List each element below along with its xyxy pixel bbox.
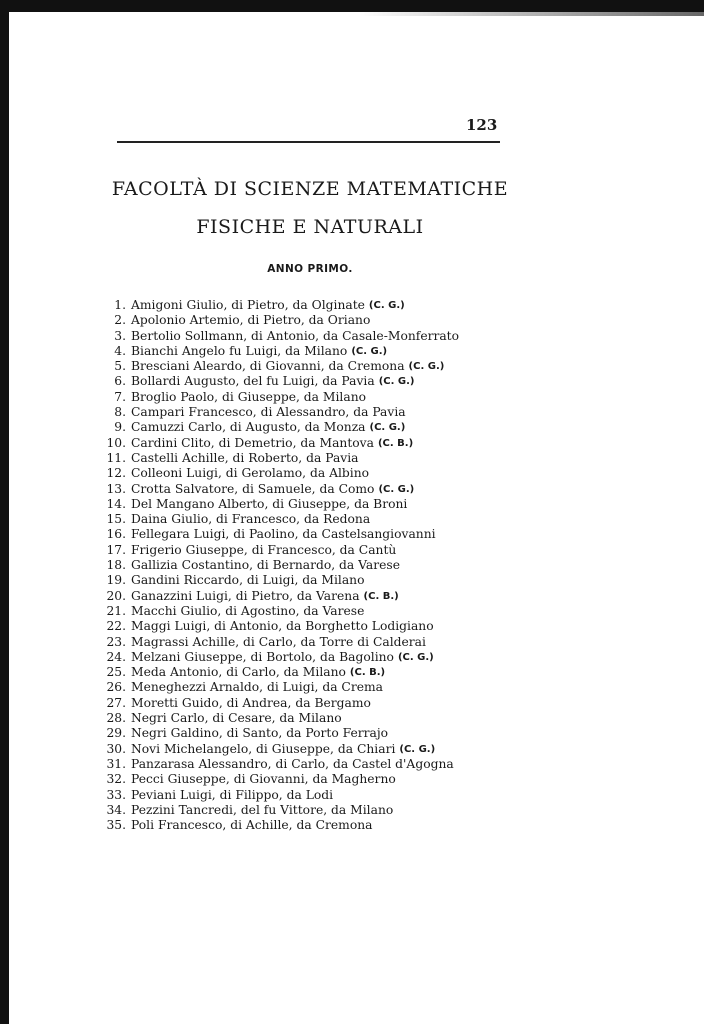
entry-text: Gandini Riccardo, di Luigi, da Milano	[131, 573, 365, 588]
entry-text: Gallizia Costantino, di Bernardo, da Varese	[131, 558, 401, 573]
entry-number: 11.	[106, 450, 126, 465]
entry-number: 10.	[106, 435, 126, 450]
entry-text: Crotta Salvatore, di Samuele, da Como	[131, 481, 375, 496]
entry-text: Poli Francesco, di Achille, da Cremona	[131, 818, 373, 833]
entry-number: 17.	[106, 542, 126, 557]
list-item	[100, 558, 459, 573]
list-item	[100, 420, 459, 435]
entry-number: 9.	[114, 420, 126, 435]
list-item	[100, 803, 459, 818]
entry-text: Novi Michelangelo, di Giuseppe, da Chiari	[131, 741, 396, 756]
list-item	[100, 772, 459, 787]
entry-text: Macchi Giulio, di Agostino, da Varese	[131, 603, 365, 618]
entry-text: Del Mangano Alberto, di Giuseppe, da Broni	[131, 496, 408, 511]
list-item	[100, 665, 459, 680]
entry-text: Bianchi Angelo fu Luigi, da Milano	[131, 343, 348, 358]
list-item	[100, 604, 459, 619]
entry-note: (C. G.)	[408, 361, 445, 373]
entry-text: Moretti Guido, di Andrea, da Bergamo	[131, 695, 371, 710]
entry-note: (C. G.)	[369, 422, 406, 434]
entry-number: 16.	[106, 527, 126, 542]
entry-number: 29.	[106, 726, 126, 741]
list-item	[100, 680, 459, 695]
list-item	[100, 543, 459, 558]
section-heading: ANNO PRIMO.	[267, 263, 353, 275]
entry-note: (C. B.)	[349, 667, 386, 679]
entry-text: Castelli Achille, di Roberto, da Pavia	[131, 450, 359, 465]
entry-text: Panzarasa Alessandro, di Carlo, da Castel d'Agogna	[131, 756, 454, 771]
entry-text: Apolonio Artemio, di Pietro, da Oriano	[131, 313, 371, 328]
entry-note: (C. G.)	[399, 743, 436, 755]
list-item	[100, 788, 459, 803]
header-rule	[117, 141, 500, 143]
entry-number: 21.	[106, 603, 126, 618]
list-item	[100, 390, 459, 405]
list-item	[100, 329, 459, 344]
entry-number: 26.	[106, 680, 126, 695]
entry-number: 19.	[106, 573, 126, 588]
list-item	[100, 527, 459, 542]
page-title: FACOLTÀ DI SCIENZE MATEMATICHE	[111, 178, 509, 200]
entry-number: 27.	[106, 695, 126, 710]
entry-number: 13.	[106, 481, 126, 496]
entry-text: Campari Francesco, di Alessandro, da Pavia	[131, 405, 406, 420]
entry-number: 15.	[106, 512, 126, 527]
list-item	[100, 374, 459, 389]
entry-text: Broglio Paolo, di Giuseppe, da Milano	[131, 389, 367, 404]
entry-text: Peviani Luigi, di Filippo, da Lodi	[131, 787, 334, 802]
list-item	[100, 451, 459, 466]
entry-number: 30.	[106, 741, 126, 756]
entry-number: 28.	[106, 711, 126, 726]
entry-number: 2.	[114, 313, 126, 328]
list-item	[100, 619, 459, 634]
list-item	[100, 635, 459, 650]
list-item	[100, 650, 459, 665]
entry-text: Melzani Giuseppe, di Bortolo, da Bagolino	[131, 649, 394, 664]
list-item	[100, 696, 459, 711]
entry-note: (C. G.)	[368, 300, 405, 311]
list-item	[100, 726, 459, 741]
entry-note: (C. B.)	[363, 590, 399, 602]
scan-edge-top	[0, 0, 704, 12]
entry-number: 34.	[106, 802, 126, 817]
page-number: 123	[466, 116, 498, 134]
entry-number: 1.	[114, 298, 126, 312]
entry-text: Pezzini Tancredi, del fu Vittore, da Milano	[131, 802, 394, 817]
list-item	[100, 757, 459, 772]
entry-text: Frigerio Giuseppe, di Francesco, da Cantù	[131, 542, 397, 557]
entry-note: (C. B.)	[377, 437, 414, 449]
list-item	[100, 344, 459, 359]
entry-number: 7.	[114, 389, 126, 404]
entry-number: 25.	[106, 665, 126, 680]
entry-text: Meda Antonio, di Carlo, da Milano	[131, 665, 346, 680]
entry-number: 22.	[106, 619, 126, 634]
entry-number: 18.	[106, 558, 126, 573]
entry-text: Camuzzi Carlo, di Augusto, da Monza	[131, 420, 366, 435]
entry-text: Meneghezzi Arnaldo, di Luigi, da Crema	[131, 680, 383, 695]
entry-number: 35.	[106, 818, 126, 833]
entry-text: Pecci Giuseppe, di Giovanni, da Magherno	[131, 772, 396, 787]
entry-number: 20.	[106, 588, 126, 603]
list-item	[100, 711, 459, 726]
entry-number: 33.	[106, 787, 126, 802]
list-item	[100, 359, 459, 374]
list-item	[100, 405, 459, 420]
entry-text: Bollardi Augusto, del fu Luigi, da Pavia	[131, 374, 375, 389]
list-item	[100, 512, 459, 527]
list-item	[100, 436, 459, 451]
entry-note: (C. G.)	[397, 651, 434, 663]
entry-text: Negri Carlo, di Cesare, da Milano	[131, 711, 342, 726]
entry-text: Magrassi Achille, di Carlo, da Torre di Calderai	[131, 634, 426, 649]
entry-number: 24.	[106, 649, 126, 664]
list-item	[100, 497, 459, 512]
entry-note: (C. G.)	[378, 483, 415, 495]
entry-number: 6.	[114, 374, 126, 389]
entry-number: 5.	[114, 359, 126, 374]
entry-note: (C. G.)	[351, 345, 388, 357]
entry-text: Maggi Luigi, di Antonio, da Borghetto Lodigiano	[131, 619, 434, 634]
entry-number: 3.	[114, 328, 126, 343]
entry-text: Amigoni Giulio, di Pietro, da Olginate	[131, 298, 365, 312]
student-list	[100, 298, 459, 833]
entry-note: (C. G.)	[378, 376, 415, 388]
list-item	[100, 466, 459, 481]
entry-number: 32.	[106, 772, 126, 787]
list-item	[100, 482, 459, 497]
list-item	[100, 313, 459, 328]
list-item	[100, 742, 459, 757]
page-subtitle: FISICHE E NATURALI	[196, 216, 424, 238]
entry-number: 14.	[106, 496, 126, 511]
entry-number: 8.	[114, 405, 126, 420]
list-item	[100, 818, 459, 833]
entry-number: 12.	[106, 466, 126, 481]
entry-text: Daina Giulio, di Francesco, da Redona	[131, 512, 371, 527]
list-item	[100, 573, 459, 588]
entry-text: Colleoni Luigi, di Gerolamo, da Albino	[131, 466, 370, 481]
scan-edge-shadow	[360, 12, 704, 16]
entry-text: Ganazzini Luigi, di Pietro, da Varena	[131, 588, 360, 603]
entry-number: 23.	[106, 634, 126, 649]
list-item	[100, 298, 459, 313]
entry-number: 4.	[114, 343, 126, 358]
scan-edge-left	[0, 0, 9, 1024]
entry-number: 31.	[106, 756, 126, 771]
entry-text: Negri Galdino, di Santo, da Porto Ferrajo	[131, 726, 389, 741]
entry-text: Fellegara Luigi, di Paolino, da Castelsangiovanni	[131, 527, 436, 542]
entry-text: Bertolio Sollmann, di Antonio, da Casale-Monferrato	[131, 328, 460, 343]
list-item	[100, 589, 459, 604]
entry-text: Cardini Clito, di Demetrio, da Mantova	[131, 435, 374, 450]
entry-text: Bresciani Aleardo, di Giovanni, da Cremona	[131, 359, 405, 374]
